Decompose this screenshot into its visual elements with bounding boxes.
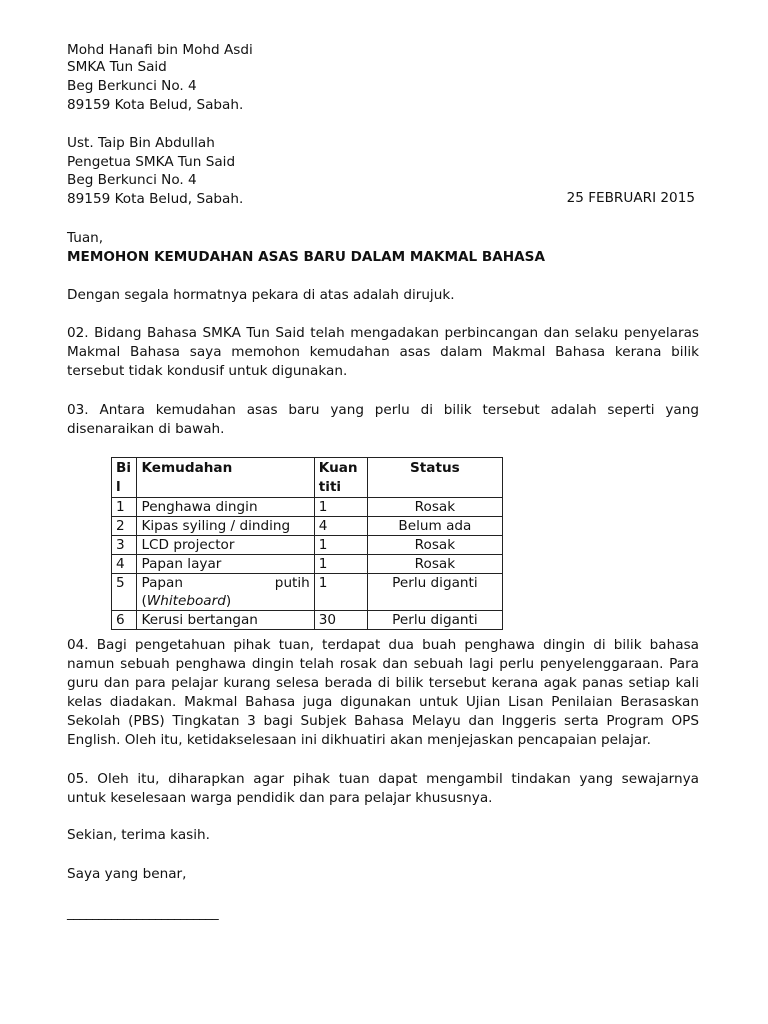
- paragraph-02-line: Makmal Bahasa saya memohon kemudahan asas dalam Makmal Bahasa kerana bilik: [67, 344, 699, 360]
- paragraph-05-line: 05. Oleh itu, diharapkan agar pihak tuan dapat mengambil tindakan yang sewajarnya: [67, 771, 699, 787]
- cell-status: Perlu diganti: [367, 574, 502, 611]
- cell-item-line: Papan putih: [141, 575, 310, 591]
- table-header-row: [112, 458, 503, 498]
- cell-item: [137, 574, 314, 611]
- cell-qty: 1: [314, 574, 367, 611]
- table-row: [112, 517, 503, 536]
- paragraph-05-line: untuk keselesaan warga pendidik dan para pelajar khususnya.: [67, 790, 493, 806]
- cell-item-paren-open: (: [141, 593, 147, 609]
- cell-bil: 1: [112, 498, 137, 517]
- cell-item: LCD projector: [137, 536, 314, 555]
- cell-qty: 1: [314, 555, 367, 574]
- cell-item-italic: Whiteboard: [146, 593, 226, 609]
- sender-name: Mohd Hanafi bin Mohd Asdi: [67, 42, 253, 58]
- paragraph-03: [67, 401, 699, 439]
- header-bil: Bi l: [112, 458, 137, 498]
- paragraph-05: [67, 770, 699, 808]
- recipient-address-1: Beg Berkunci No. 4: [67, 172, 197, 188]
- cell-item: Penghawa dingin: [137, 498, 314, 517]
- cell-qty: 4: [314, 517, 367, 536]
- header-qty: Kuan titi: [314, 458, 367, 498]
- letter-date: 25 FEBRUARI 2015: [566, 190, 695, 206]
- sender-address-1: Beg Berkunci No. 4: [67, 78, 197, 94]
- paragraph-03-line: 03. Antara kemudahan asas baru yang perlu di bilik tersebut adalah seperti yang: [67, 402, 699, 418]
- recipient-address-2: 89159 Kota Belud, Sabah.: [67, 191, 244, 207]
- cell-qty: 1: [314, 498, 367, 517]
- table-row: [112, 574, 503, 611]
- signature-line: ________________________: [67, 905, 219, 921]
- paragraph-02-line: tersebut tidak kondusif untuk digunakan.: [67, 363, 348, 379]
- opening-paragraph: Dengan segala hormatnya pekara di atas adalah dirujuk.: [67, 287, 455, 303]
- cell-qty: 1: [314, 536, 367, 555]
- paragraph-04: [67, 636, 699, 750]
- cell-item: Papan layar: [137, 555, 314, 574]
- table-row: [112, 555, 503, 574]
- cell-bil: 5: [112, 574, 137, 611]
- sender-school: SMKA Tun Said: [67, 59, 167, 75]
- subject-line: MEMOHON KEMUDAHAN ASAS BARU DALAM MAKMAL BAHASA: [67, 249, 545, 265]
- cell-status: Belum ada: [367, 517, 502, 536]
- paragraph-02: [67, 324, 699, 381]
- paragraph-03-line: disenaraikan di bawah.: [67, 421, 225, 437]
- cell-status: Perlu diganti: [367, 611, 502, 630]
- sender-address-2: 89159 Kota Belud, Sabah.: [67, 97, 244, 113]
- header-item: Kemudahan: [137, 458, 314, 498]
- cell-status: Rosak: [367, 536, 502, 555]
- cell-item: Kipas syiling / dinding: [137, 517, 314, 536]
- recipient-name: Ust. Taip Bin Abdullah: [67, 135, 215, 151]
- table-row: [112, 498, 503, 517]
- paragraph-04-line: namun sebuah penghawa dingin telah rosak dan sebuah lagi perlu penyelenggaraan. Para: [67, 656, 699, 672]
- paragraph-04-line: Sekolah (PBS) Tingkatan 3 bagi Subjek Bahasa Melayu dan Inggeris serta Program OPS: [67, 713, 699, 729]
- cell-item-paren-close: ): [225, 593, 232, 609]
- cell-bil: 6: [112, 611, 137, 630]
- paragraph-04-line: guru dan para pelajar kurang selesa berada di bilik tersebut kerana agak panas setiap kali: [67, 675, 699, 691]
- cell-bil: 2: [112, 517, 137, 536]
- cell-status: Rosak: [367, 555, 502, 574]
- table-row: [112, 611, 503, 630]
- table-row: [112, 536, 503, 555]
- closing-text: Sekian, terima kasih.: [67, 827, 210, 843]
- recipient-title: Pengetua SMKA Tun Said: [67, 154, 236, 170]
- cell-bil: 3: [112, 536, 137, 555]
- cell-item: Kerusi bertangan: [137, 611, 314, 630]
- signoff-text: Saya yang benar,: [67, 866, 187, 882]
- paragraph-02-line: 02. Bidang Bahasa SMKA Tun Said telah mengadakan perbincangan dan selaku penyelaras: [67, 325, 699, 341]
- paragraph-04-line: English. Oleh itu, ketidakselesaan ini dikhuatiri akan menjejaskan pencapaian pelajar.: [67, 732, 651, 748]
- cell-bil: 4: [112, 555, 137, 574]
- cell-qty: 30: [314, 611, 367, 630]
- facilities-table: [111, 457, 503, 630]
- paragraph-04-line: 04. Bagi pengetahuan pihak tuan, terdapat dua buah penghawa dingin di bilik bahasa: [67, 637, 699, 653]
- salutation: Tuan,: [67, 230, 104, 246]
- header-status: Status: [367, 458, 502, 498]
- cell-status: Rosak: [367, 498, 502, 517]
- paragraph-04-line: kelas diadakan. Makmal Bahasa juga digunakan untuk Ujian Lisan Penilaian Berasaskan: [67, 694, 699, 710]
